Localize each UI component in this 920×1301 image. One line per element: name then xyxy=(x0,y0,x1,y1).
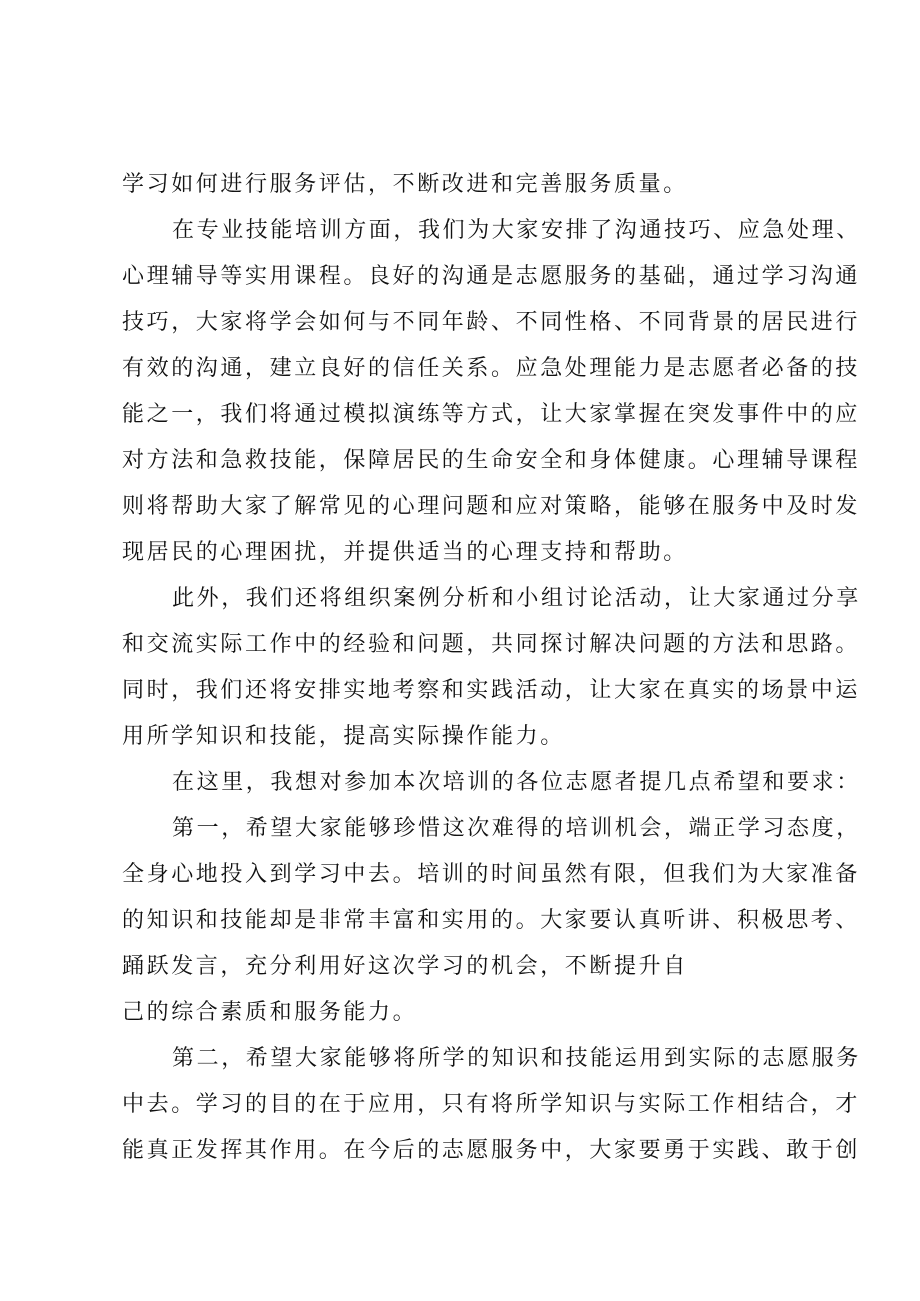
text-line: 能真正发挥其作用。在今后的志愿服务中，大家要勇于实践、敢于创 xyxy=(122,1138,861,1163)
text-line: 和交流实际工作中的经验和问题，共同探讨解决问题的方法和思路。 xyxy=(122,632,861,657)
text-line: 学习如何进行服务评估，不断改进和完善服务质量。 xyxy=(122,172,688,197)
text-line: 对方法和急救技能，保障居民的生命安全和身体健康。心理辅导课程 xyxy=(122,448,861,473)
text-line: 己的综合素质和服务能力。 xyxy=(122,1000,418,1025)
text-line: 现居民的心理困扰，并提供适当的心理支持和帮助。 xyxy=(122,540,688,565)
text-line: 能之一，我们将通过模拟演练等方式，让大家掌握在突发事件中的应 xyxy=(122,402,861,427)
text-line: 用所学知识和技能，提高实际操作能力。 xyxy=(122,724,565,749)
text-line: 同时，我们还将安排实地考察和实践活动，让大家在真实的场景中运 xyxy=(122,678,861,703)
text-line: 此外，我们还将组织案例分析和小组讨论活动，让大家通过分享 xyxy=(172,586,861,611)
text-line: 在专业技能培训方面，我们为大家安排了沟通技巧、应急处理、 xyxy=(172,218,861,243)
text-line: 踊跃发言，充分利用好这次学习的机会，不断提升自 xyxy=(122,954,688,979)
text-line: 的知识和技能却是非常丰富和实用的。大家要认真听讲、积极思考、 xyxy=(122,908,861,933)
text-line: 第二，希望大家能够将所学的知识和技能运用到实际的志愿服务 xyxy=(172,1046,861,1071)
text-line: 则将帮助大家了解常见的心理问题和应对策略，能够在服务中及时发 xyxy=(122,494,861,519)
text-line: 中去。学习的目的在于应用，只有将所学知识与实际工作相结合，才 xyxy=(122,1092,861,1117)
text-line: 有效的沟通，建立良好的信任关系。应急处理能力是志愿者必备的技 xyxy=(122,356,861,381)
text-line: 在这里，我想对参加本次培训的各位志愿者提几点希望和要求： xyxy=(172,770,861,795)
text-line: 技巧，大家将学会如何与不同年龄、不同性格、不同背景的居民进行 xyxy=(122,310,861,335)
text-line: 全身心地投入到学习中去。培训的时间虽然有限，但我们为大家准备 xyxy=(122,862,861,887)
text-line: 第一，希望大家能够珍惜这次难得的培训机会，端正学习态度， xyxy=(172,816,861,841)
text-line: 心理辅导等实用课程。良好的沟通是志愿服务的基础，通过学习沟通 xyxy=(122,264,861,289)
